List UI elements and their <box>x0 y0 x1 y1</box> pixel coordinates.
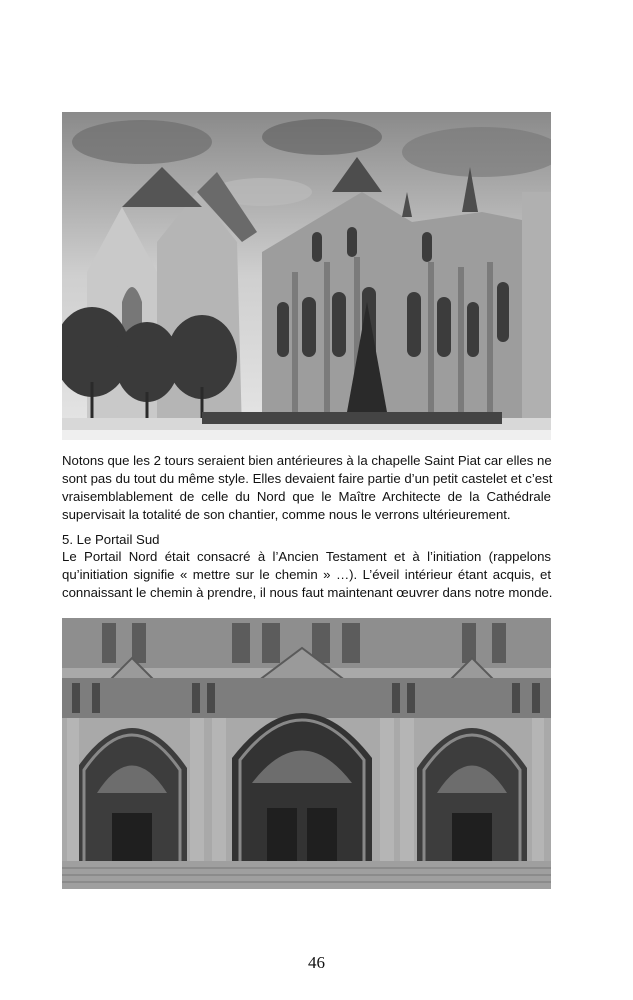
page-number: 46 <box>308 953 325 972</box>
paragraph-line: supervisait la totalité de son chantier, comme nous le verrons ultérieurement. <box>62 507 511 522</box>
south-portal-photo <box>62 618 551 889</box>
paragraph-line: sont pas du tout du même style. Elles devaient faire partie d’un petit castelet et c’est <box>62 471 553 486</box>
paragraph-line: Le Portail Nord était consacré à l’Ancien Testament et à l’initiation (rappelons <box>62 549 551 564</box>
paragraph-portal <box>62 548 551 602</box>
paragraph-line: Notons que les 2 tours seraient bien antérieures à la chapelle Saint Piat car elles ne <box>62 453 552 468</box>
cathedral-apse-photo <box>62 112 551 440</box>
paragraph-line: vraisemblablement de celle du Nord que le Maître Architecte de la Cathédrale <box>62 489 551 504</box>
paragraph-line: qu’initiation signifie « mettre sur le chemin » …). L’éveil intérieur étant acquis, et <box>62 567 551 582</box>
section-heading: 5. Le Portail Sud <box>62 532 160 547</box>
paragraph-line: connaissant le chemin à prendre, il nous faut maintenant œuvrer dans notre monde. <box>62 585 553 600</box>
paragraph-towers <box>62 452 551 524</box>
